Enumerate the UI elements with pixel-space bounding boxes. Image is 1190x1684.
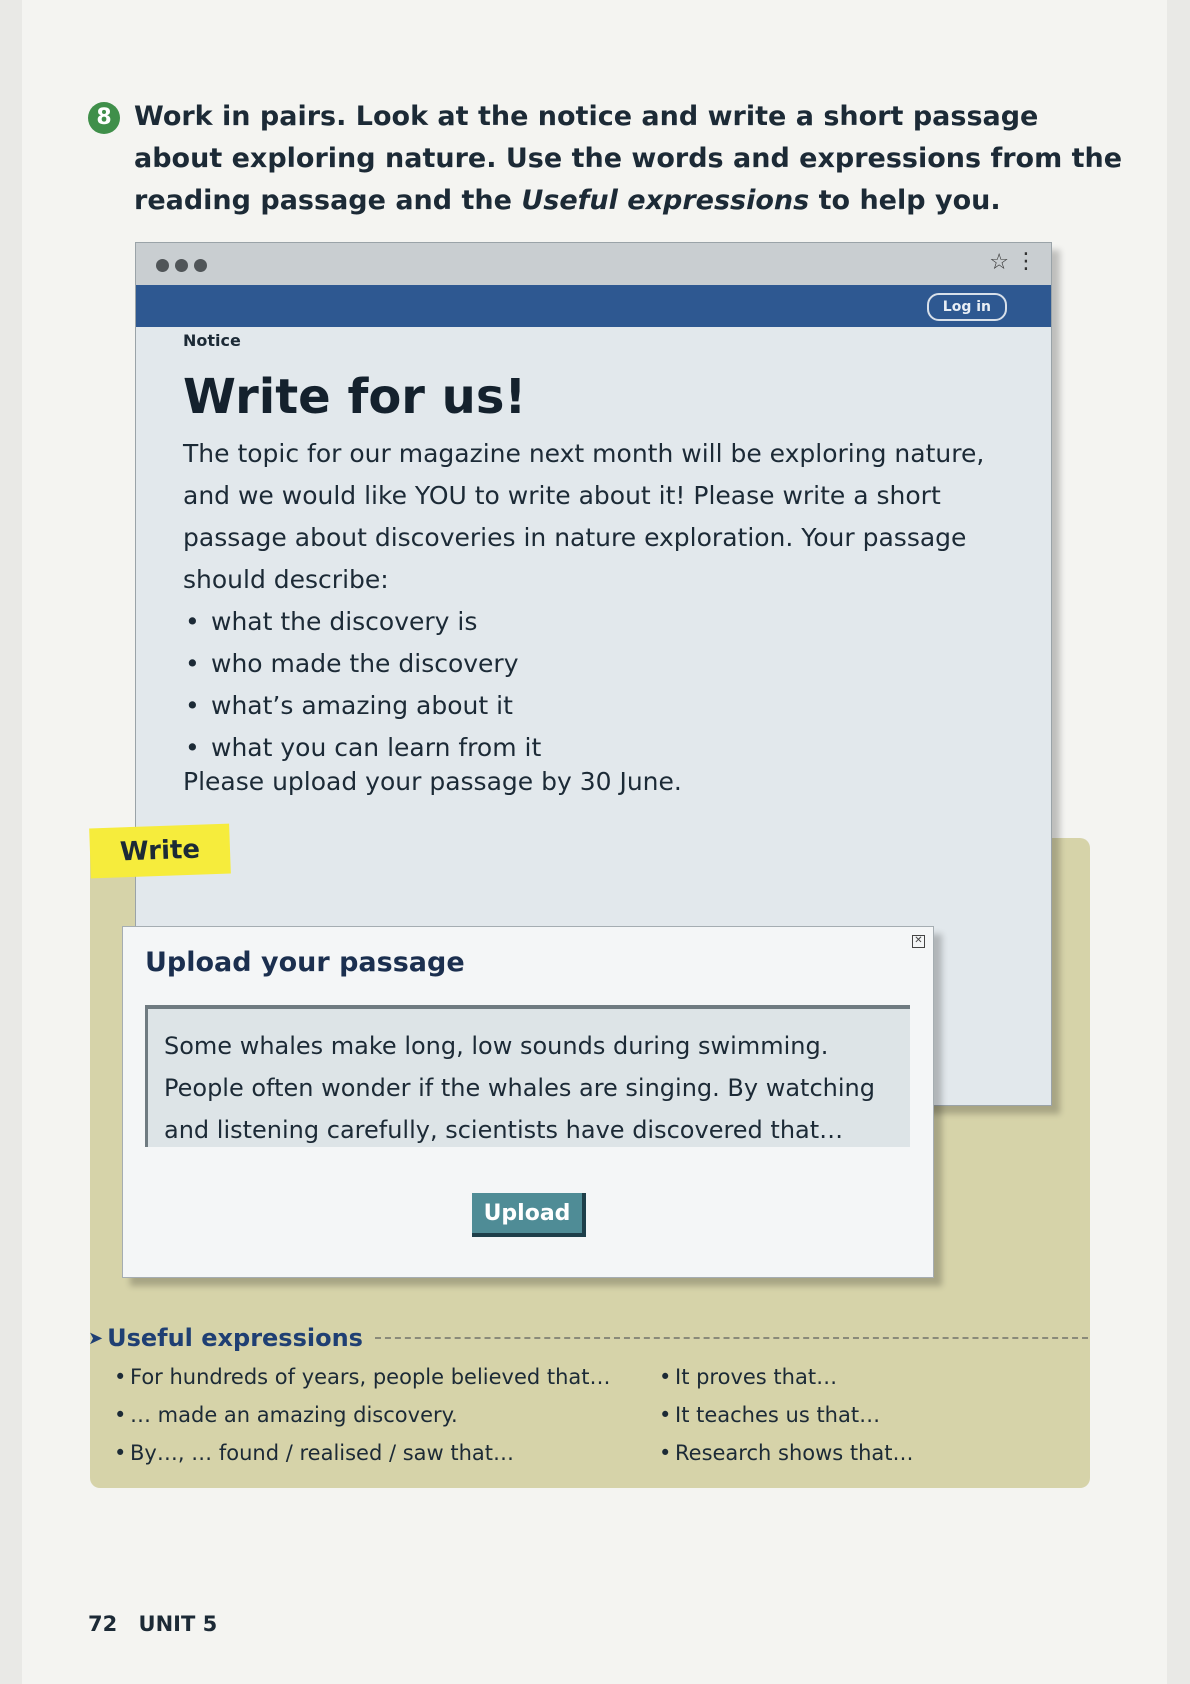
notice-body [183,433,1013,769]
site-navbar [136,285,1051,327]
menu-kebab-icon[interactable]: ⋮ [1015,249,1037,274]
deadline-text: Please upload your passage by 30 June. [183,767,682,796]
useful-expressions [88,1324,1088,1472]
dialog-title: Upload your passage [145,947,465,978]
notice-label: Notice [183,331,241,350]
useful-expressions-columns [88,1358,1088,1472]
useful-expressions-title: Useful expressions [107,1324,363,1352]
browser-titlebar [136,243,1051,285]
exercise-number-badge: 8 [88,102,120,134]
arrow-right-icon: ➤ [88,1327,104,1349]
list-item: • what you can learn from it [183,727,1013,769]
expressions-right-column [659,1358,1059,1472]
upload-button[interactable]: Upload [472,1193,586,1237]
exercise-instruction [88,96,1128,222]
list-item: • what the discovery is [183,601,1013,643]
list-item: • For hundreds of years, people believed that… [114,1358,659,1396]
window-controls [156,257,213,276]
list-item: • It proves that… [659,1358,1059,1396]
notice-bullet-list [183,601,1013,769]
instruction-part1: Work in pairs. Look at the notice and write a short passage about exploring nature. Use the words and expressions from the reading passage and the [134,101,1123,216]
notice-paragraph: The topic for our magazine next month will be exploring nature, and we would like YOU to write about it! Please write a short passage about discoveries in nature exploration. Your passage should describe: [183,439,985,594]
useful-expressions-header [88,1324,1088,1352]
list-item: • … made an amazing discovery. [114,1396,659,1434]
divider [375,1337,1088,1339]
instruction-text [134,96,1128,222]
list-item: • Research shows that… [659,1434,1059,1472]
list-item: • what’s amazing about it [183,685,1013,727]
write-tag: Write [89,824,231,879]
page-number: 72 [88,1612,118,1636]
instruction-part2: to help you. [809,185,1001,216]
bookmark-star-icon[interactable]: ☆ [989,250,1009,275]
upload-dialog [122,926,934,1278]
list-item: • It teaches us that… [659,1396,1059,1434]
close-icon[interactable]: ✕ [912,935,925,948]
page-title: Write for us! [183,369,527,425]
unit-label: UNIT 5 [138,1612,218,1636]
list-item: • By…, … found / realised / saw that… [114,1434,659,1472]
instruction-italic: Useful expressions [521,185,810,216]
login-button[interactable]: Log in [927,293,1007,321]
passage-textarea[interactable]: Some whales make long, low sounds during swimming. People often wonder if the whales are singing. By watching and listening carefully, scientists have discovered that… [145,1005,910,1147]
expressions-left-column [88,1358,659,1472]
page-footer [88,1612,231,1636]
window-dot-icon[interactable] [156,259,169,272]
window-dot-icon[interactable] [194,259,207,272]
list-item: • who made the discovery [183,643,1013,685]
window-dot-icon[interactable] [175,259,188,272]
